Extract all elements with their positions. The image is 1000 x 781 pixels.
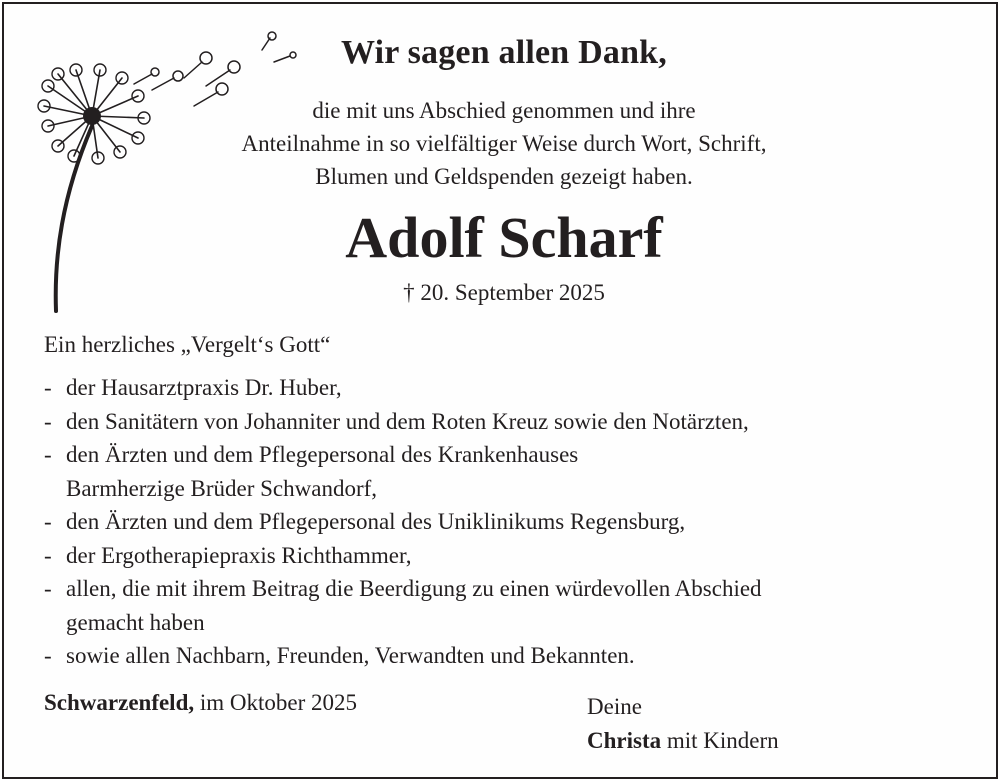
list-item-text: den Ärzten und dem Pflegepersonal des Uniklinikums Regensburg,	[66, 509, 686, 534]
signature	[587, 690, 779, 758]
dash-bullet: -	[44, 509, 52, 534]
list-item-text: der Ergotherapiepraxis Richthammer,	[66, 542, 412, 568]
deceased-name: Adolf Scharf	[345, 205, 663, 270]
month-year: im Oktober 2025	[194, 690, 358, 715]
signature-name: Christa	[587, 728, 662, 753]
list-item	[44, 639, 762, 673]
intro-line: die mit uns Abschied genommen und ihre	[312, 98, 696, 123]
signature-suffix: mit Kindern	[661, 728, 779, 753]
list-item-text: gemacht haben	[66, 609, 205, 635]
intro-line: Blumen und Geldspenden gezeigt haben.	[315, 164, 693, 189]
thanks-intro: Ein herzliches „Vergelt‘s Gott“	[44, 332, 331, 357]
list-item-text: den Ärzten und dem Pflegepersonal des Krankenhauses	[66, 442, 579, 467]
dash-bullet: -	[44, 408, 52, 434]
intro-line: Anteilnahme in so vielfältiger Weise durch Wort, Schrift,	[241, 131, 767, 156]
list-item	[44, 438, 762, 505]
thanks-list	[44, 371, 762, 673]
dash-bullet: -	[44, 576, 52, 601]
signature-prefix: Deine	[587, 694, 642, 719]
list-item	[44, 505, 762, 539]
list-item-text: den Sanitätern von Johanniter und dem Roten Kreuz sowie den Notärzten,	[66, 408, 749, 434]
list-item-text: sowie allen Nachbarn, Freunden, Verwandten und Bekannten.	[66, 643, 635, 668]
dash-bullet: -	[44, 542, 52, 568]
list-item	[44, 572, 762, 639]
dash-bullet: -	[44, 643, 52, 668]
dash-bullet: -	[44, 375, 52, 400]
place-and-date	[44, 690, 357, 716]
death-date: † 20. September 2025	[403, 280, 605, 305]
intro-text	[184, 94, 824, 193]
list-item-text: allen, die mit ihrem Beitrag die Beerdigung zu einen würdevollen Abschied	[66, 576, 762, 601]
town-name: Schwarzenfeld,	[44, 690, 195, 715]
list-item	[44, 405, 762, 439]
list-item-text: Barmherzige Brüder Schwandorf,	[66, 475, 378, 501]
thank-you-heading: Wir sagen allen Dank,	[340, 34, 667, 71]
dash-bullet: -	[44, 442, 52, 467]
signature-line	[587, 724, 779, 758]
list-item	[44, 371, 762, 405]
obituary-card	[2, 2, 998, 779]
list-item-text: der Hausarztpraxis Dr. Huber,	[66, 375, 342, 400]
list-item	[44, 539, 762, 573]
